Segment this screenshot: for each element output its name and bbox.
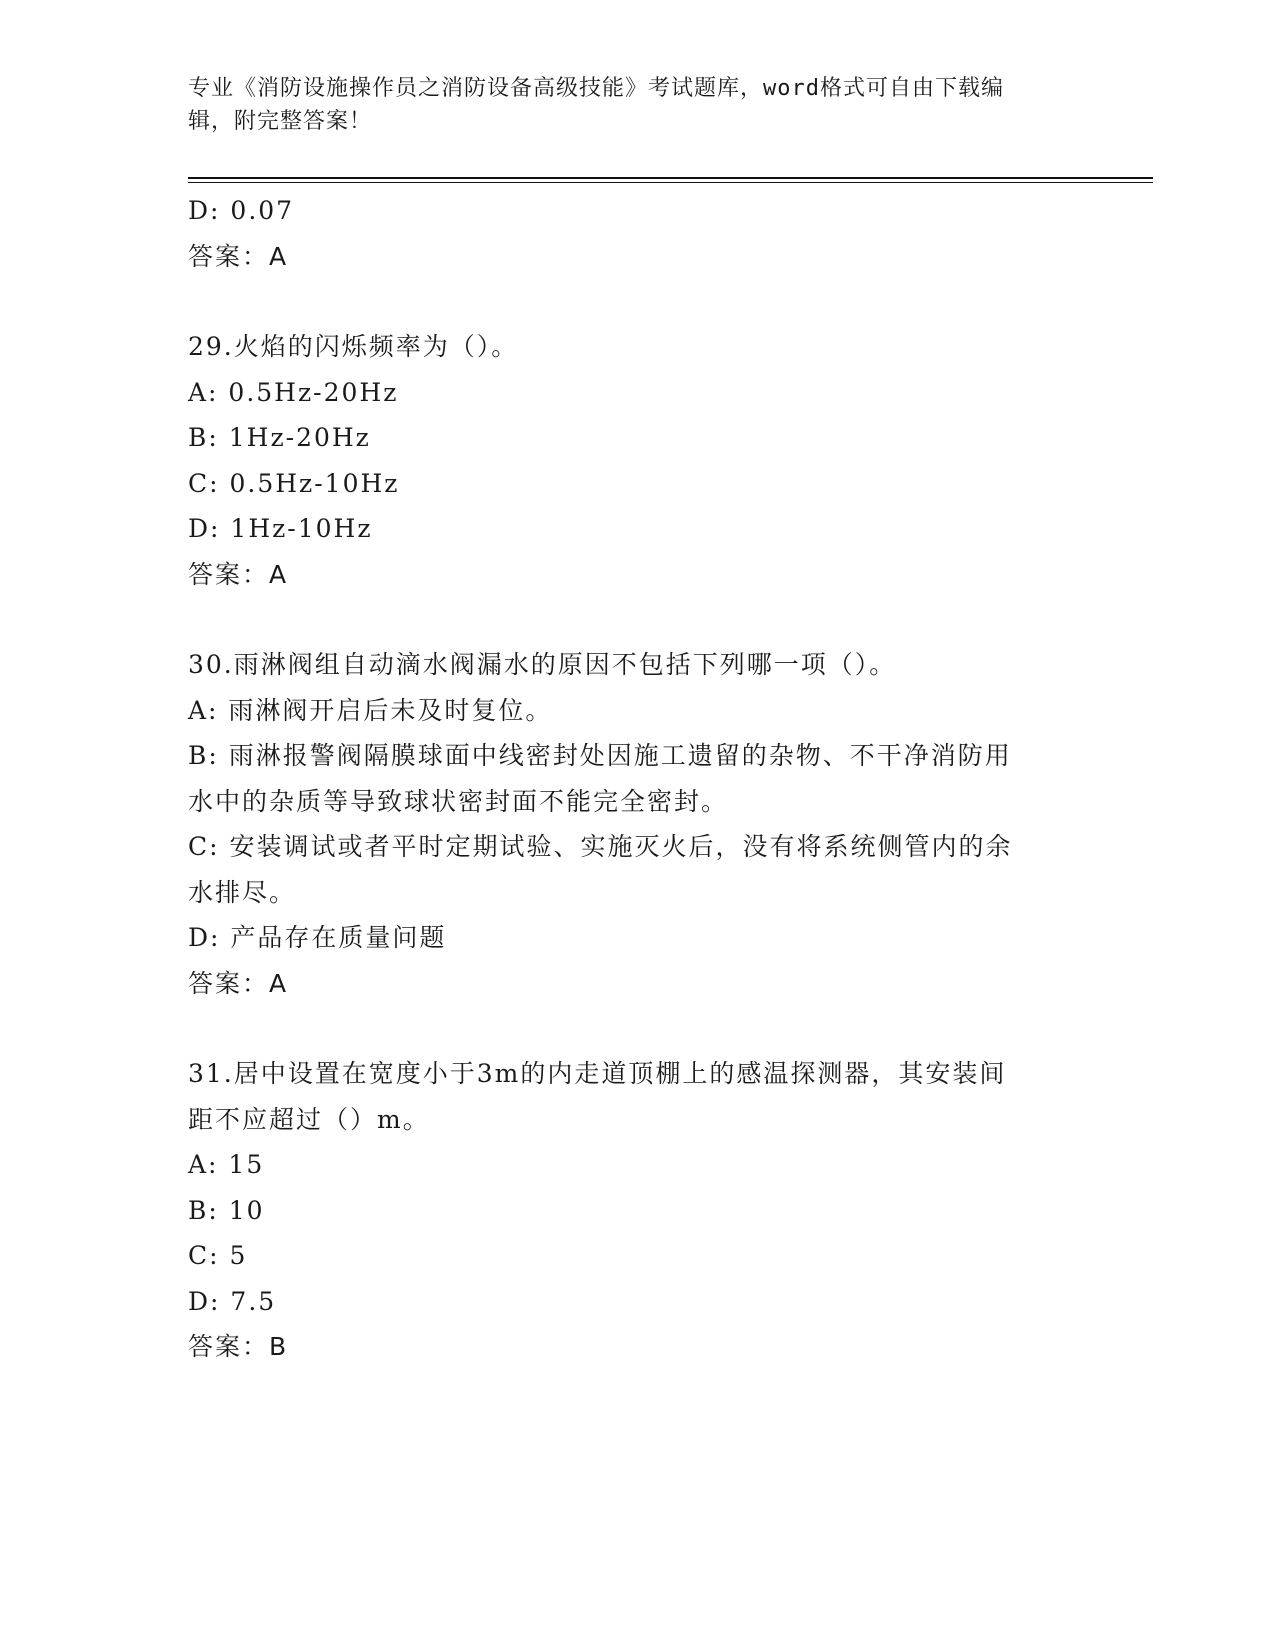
option-c: C: 安装调试或者平时定期试验、实施灭火后，没有将系统侧管内的余	[188, 832, 1013, 861]
header-divider-thick	[188, 177, 1153, 179]
answer-line: 答案：B	[188, 1332, 289, 1361]
option-c: C: 0.5Hz-10Hz	[188, 468, 400, 498]
option-d: D: 产品存在质量问题	[188, 923, 447, 952]
document-header	[188, 72, 1068, 138]
header-divider-thin	[188, 182, 1153, 183]
answer-line: 答案：A	[188, 559, 289, 589]
option-a: A: 0.5Hz-20Hz	[188, 377, 399, 407]
header-line-2: 辑，附完整答案！	[188, 109, 373, 134]
question-stem: 31.居中设置在宽度小于3m的内走道顶棚上的感温探测器，其安装间	[188, 1059, 1007, 1088]
option-a: A: 雨淋阀开启后未及时复位。	[188, 695, 553, 725]
option-c: C: 5	[188, 1241, 248, 1270]
option-b: B: 雨淋报警阀隔膜球面中线密封处因施工遗留的杂物、不干净消防用	[188, 741, 1012, 770]
header-line-1: 专业《消防设施操作员之消防设备高级技能》考试题库，word格式可自由下载编	[188, 76, 1004, 101]
option-d: D: 0.07	[188, 196, 295, 225]
option-b: B: 10	[188, 1195, 265, 1225]
question-stem: 29.火焰的闪烁频率为（）。	[188, 332, 519, 361]
option-c-continued: 水排尽。	[188, 877, 297, 907]
question-31	[188, 1051, 1088, 1370]
answer-line: 答案：A	[188, 968, 289, 998]
question-stem-continued: 距不应超过（）m。	[188, 1104, 430, 1134]
option-b: B: 1Hz-20Hz	[188, 423, 371, 452]
question-30	[188, 642, 1088, 1006]
option-a: A: 15	[188, 1150, 265, 1179]
question-list	[188, 188, 1088, 1370]
option-d: D: 1Hz-10Hz	[188, 514, 373, 543]
question-stem: 30.雨淋阀组自动滴水阀漏水的原因不包括下列哪一项（）。	[188, 650, 897, 679]
option-d: D: 7.5	[188, 1286, 277, 1316]
previous-question-tail	[188, 188, 1088, 279]
option-b-continued: 水中的杂质等导致球状密封面不能完全密封。	[188, 786, 729, 816]
answer-line: 答案：A	[188, 241, 289, 271]
question-29	[188, 324, 1088, 597]
